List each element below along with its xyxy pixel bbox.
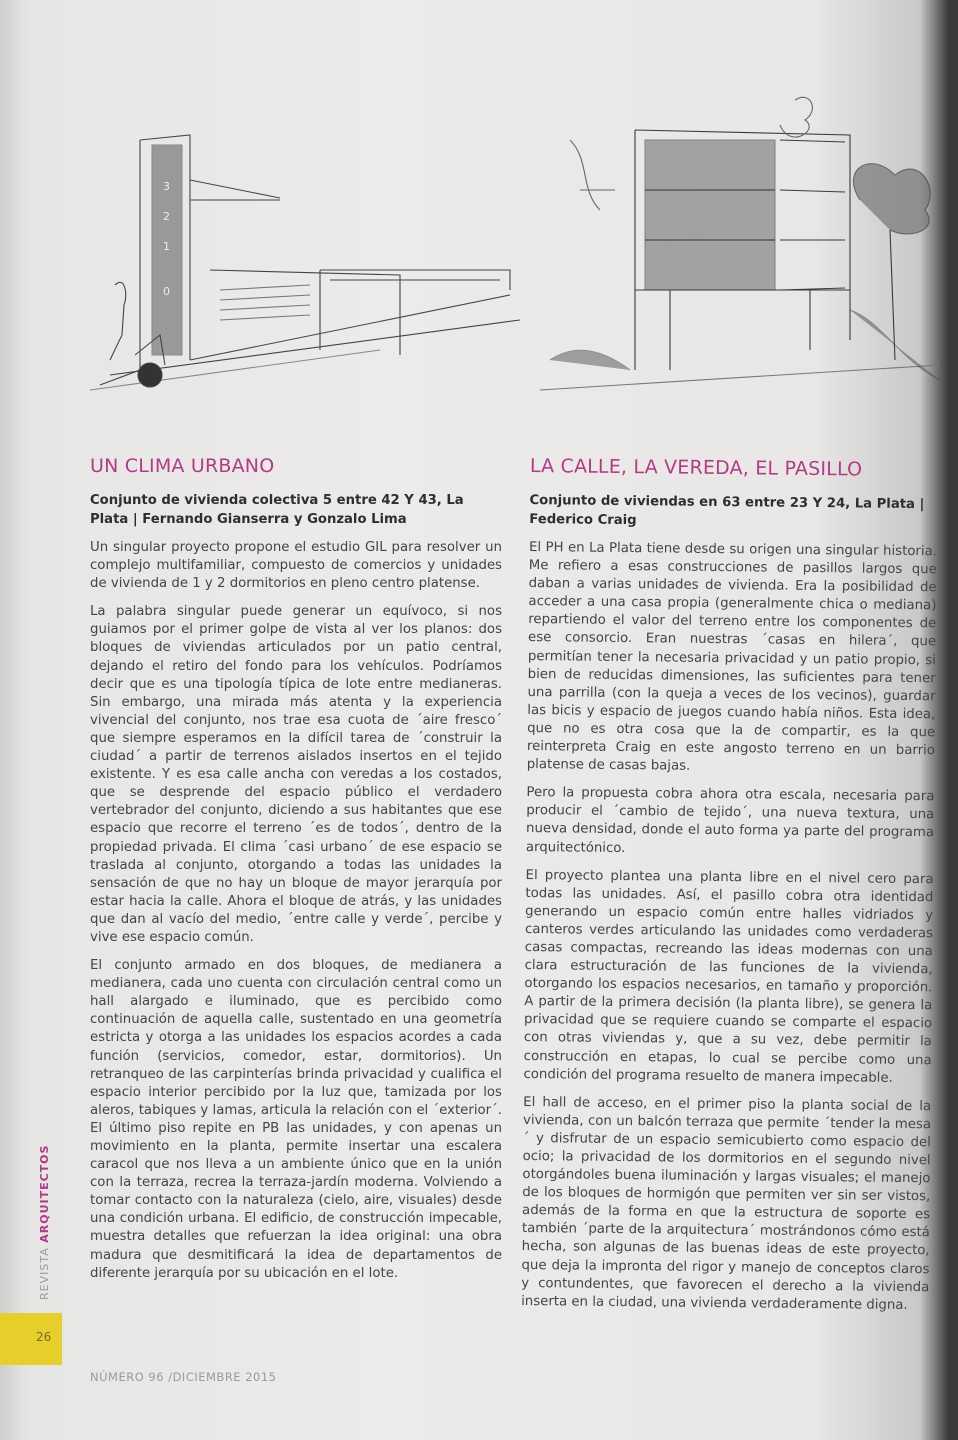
- paragraph: Pero la propuesta cobra ahora otra escala, necesaria para producir el ´cambio de tejido´, una nueva textura, una nueva densidad, donde el auto forma ya parte del programa arquitectónico.: [525, 785, 935, 856]
- sketch-urban-housing: [80, 120, 520, 410]
- floor-number: 1: [163, 240, 170, 253]
- article-title: UN CLIMA URBANO: [90, 455, 275, 477]
- paragraph: La palabra singular puede generar un equívoco, si nos guiamos por el primer golpe de vista al ver los planos: dos bloques de viviendas articulados por un patio central, dejando el retiro del fondo para los vehículos. Podríamos decir que es una tipología típica de lote entre medianeras. Sin embargo, una mirada más atenta y la experiencia vivencial del conjunto, nos trae esa cuota de ´aire fresco´ que siempre esperamos en la difícil tarea de ´construir la ciudad´ a partir de terrenos aislados insertos en el tejido existente. Y es esa calle ancha con veredas a los costados, que se desprende del espacio público el verdadero vertebrador del conjunto, diciendo a sus habitantes que ese espacio que recorre el terreno ´es de todos´, dentro de la propiedad privada. El clima ´casi urbano´ de ese espacio se traslada al conjunto, otorgando a todas las unidades la sensación de que no hay un bloque de mayor jerarquía por estar hacia la calle. Ahora el bloque de atrás, y las unidades que dan al vacío del medio, ´entre calle y verde´, percibe y vive ese espacio común.: [90, 604, 502, 945]
- magazine-name-bold: ARQUITECTOS: [38, 1144, 51, 1243]
- page-number-tab: [0, 1313, 62, 1365]
- issue-line: NÚMERO 96 /DICIEMBRE 2015: [90, 1370, 277, 1384]
- article-right: [521, 455, 938, 1325]
- paragraph: El hall de acceso, en el primer piso la planta social de la vivienda, con un balcón terraza que permite ´tender la mesa´ y disfrutar de un espacio semicubierto como espacio del ocio; la privacidad de los dormitorios en el segundo nivel otorgándoles buena iluminación y largas visuales; el manejo de los bloques de hormigón que permiten ver sin ser vistos, además de la forma en que la estructura de soporte es también ´parte de la arquitectura´ mostrándonos cómo está hecha, son algunas de las buenas ideas de este proyecto, que deja la impronta del rigor y manejo de conceptos claros y contundentes, que favorecen el derecho a la vivienda inserta en la ciudad, una vivienda verdaderamente digna.: [521, 1094, 932, 1313]
- paragraph: El PH en La Plata tiene desde su origen una singular historia. Me refiero a esas construcciones de pasillos largos que daban a varias unidades de vivienda. Era la posibilidad de acceder a una casa propia (generalmente chica o mediana) repartiendo el valor del terreno entre los componentes de ese consorcio. Eran nuestras ´casas en hilera´, que permitían tener la necesaria privacidad y un patio propio, si bien de reducidas dimensiones, las suficientes para tener una parrilla (con la queja a veces de los vecinos), guardar las bicis y espacio de juegos cuando había niños. Esta idea, que no es otra cosa que la de compartir, es la que reinterpreta Craig en este angosto terreno en un barrio platense de casas bajas.: [526, 539, 938, 774]
- magazine-name-light: REVISTA: [38, 1242, 51, 1300]
- floor-number: 0: [163, 285, 170, 298]
- article-subtitle: Conjunto de viviendas en 63 entre 23 Y 24, La Plata | Federico Craig: [529, 492, 925, 529]
- magazine-name: [38, 1145, 51, 1300]
- floor-number: 2: [163, 210, 170, 223]
- floor-number: 3: [163, 180, 170, 193]
- article-left: [90, 455, 502, 1293]
- sketch-row-housing: [520, 80, 950, 410]
- article-title: LA CALLE, LA VEREDA, EL PASILLO: [529, 455, 863, 481]
- article-subtitle: Conjunto de vivienda colectiva 5 entre 42 Y 43, La Plata | Fernando Gianserra y Gonzalo Lima: [90, 493, 464, 527]
- paragraph: Un singular proyecto propone el estudio GIL para resolver un complejo multifamiliar, compuesto de comercios y unidades de vivienda de 1 y 2 dormitorios en pleno centro platense.: [90, 540, 502, 592]
- paragraph: El proyecto plantea una planta libre en el nivel cero para todas las unidades. Así, el pasillo cobra otra identidad generando un espacio común entre halles vidriados y canteros verdes articulando las unidades como verdaderas casas compactas, recreando las ideas modernas con una clara estructuración de las funciones de la vivienda, otorgando los espacios necesarios, en tamaño y proporción. A partir de la primera decisión (la planta libre), se genera la privacidad que se requiere cuando se comparte el espacio con otras viviendas y, que a su vez, debe permitir la construcción en etapas, lo cual se percibe como una condición del programa resuelto de manera impecable.: [523, 867, 934, 1086]
- paragraph: El conjunto armado en dos bloques, de medianera a medianera, cada uno cuenta con circulación central como un hall alargado e iluminado, que es percibido como continuación de aquella calle, sustentado en una geometría estricta y otorga a las unidades los espacios acordes a cada función (servicios, comedor, estar, dormitorios). Un retranqueo de las carpinterías brinda privacidad y cualifica el espacio interior percibido por la luz que, tamizada por los aleros, tabiques y lamas, articula la relación con el ´exterior´. El último piso repite en PB las unidades, y con apenas un movimiento en la planta, permite insertar una escalera caracol que nos lleva a un ambiente único que en la unión con la terraza, recrea la terraza-jardín moderna. Volviendo a tomar contacto con la naturaleza (cielo, aire, visuales) desde una condición urbana. El edificio, de construcción impecable, muestra detalles que refuerzan la idea original: una obra madura que desmitificará la idea de departamentos de diferente jerarquía por su ubicación en el lote.: [90, 958, 502, 1281]
- page-number: 26: [36, 1330, 52, 1344]
